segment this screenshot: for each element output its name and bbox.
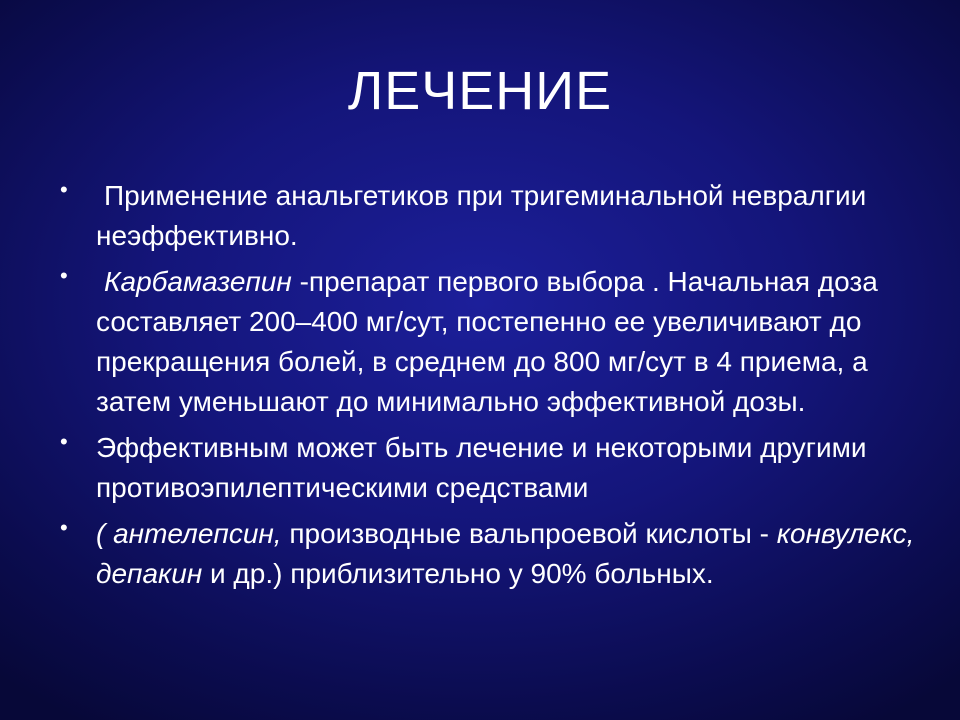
bullet-text-end: и др.) приблизительно у 90% больных. (202, 558, 714, 589)
bullet-icon: • (60, 177, 68, 202)
bullet-item-2 (56, 262, 916, 422)
bullet-italic-lead: Карбамазепин (104, 266, 292, 297)
bullet-text: Применение анальгетиков при тригеминальной невралгии неэффективно. (96, 180, 867, 251)
bullet-item-3 (56, 428, 916, 508)
bullet-item-1 (56, 176, 916, 256)
bullet-text: -препарат первого выбора . Начальная доза составляет 200–400 мг/сут, постепенно ее увеличивают до прекращения болей, в среднем до 800 мг/сут в 4 приема, а затем уменьшают до минимально эффективной дозы. (96, 266, 878, 417)
bullet-icon: • (60, 429, 68, 454)
bullet-italic-mid: конвулекс, депакин (96, 518, 915, 589)
bullet-icon: • (60, 263, 68, 288)
bullet-list (56, 176, 916, 600)
slide-title: ЛЕЧЕНИЕ (347, 61, 613, 121)
bullet-text: Эффективным может быть лечение и некоторыми другими противоэпилептическими средствами (96, 432, 867, 503)
bullet-icon: • (60, 515, 68, 540)
bullet-text-mid: производные вальпроевой кислоты - (281, 518, 777, 549)
bullet-item-4 (56, 514, 916, 594)
bullet-italic-lead: ( антелепсин, (96, 518, 282, 549)
